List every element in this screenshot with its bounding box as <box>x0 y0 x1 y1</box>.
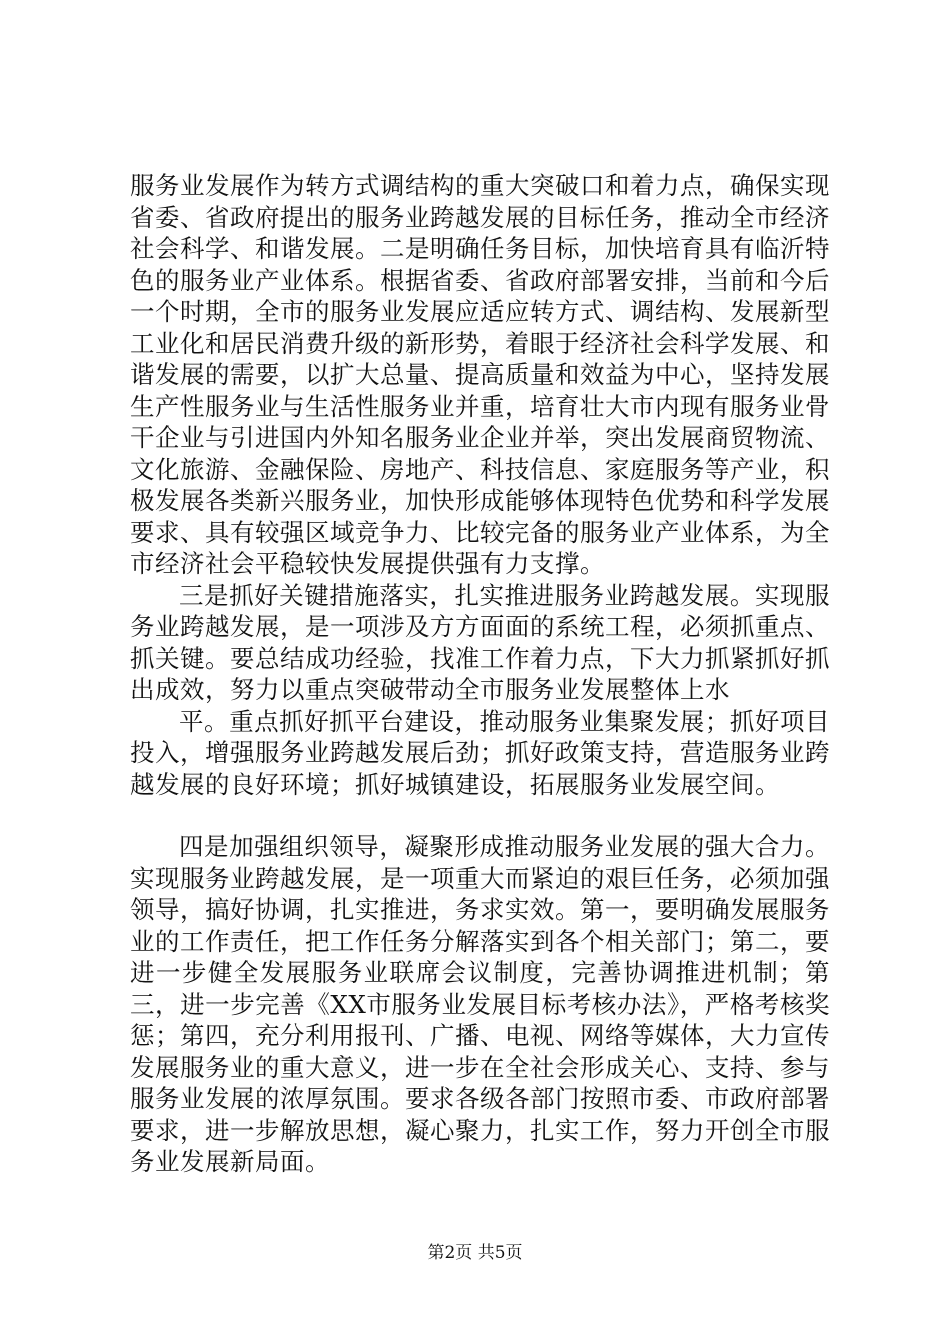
document-body <box>130 170 830 1178</box>
paragraph-point-three: 三是抓好关键措施落实，扎实推进服务业跨越发展。实现服务业跨越发展，是一项涉及方方面面的系统工程，必须抓重点、抓关键。要总结成功经验，找准工作着力点，下大力抓紧抓好抓出成效，努力以重点突破带动全市服务业发展整体上水 <box>130 580 830 704</box>
paragraph-point-four: 四是加强组织领导，凝聚形成推动服务业发展的强大合力。实现服务业跨越发展，是一项重大而紧迫的艰巨任务，必须加强领导，搞好协调，扎实推进，务求实效。第一，要明确发展服务业的工作责任，把工作任务分解落实到各个相关部门；第二，要进一步健全发展服务业联席会议制度，完善协调推进机制；第三，进一步完善《XX市服务业发展目标考核办法》，严格考核奖惩；第四，充分利用报刊、广播、电视、网络等媒体，大力宣传发展服务业的重大意义，进一步在全社会形成关心、支持、参与服务业发展的浓厚氛围。要求各级各部门按照市委、市政府部署要求，进一步解放思想，凝心聚力，扎实工作，努力开创全市服务业发展新局面。 <box>130 832 830 1176</box>
page-number-footer: 第2页 共5页 <box>427 1243 523 1263</box>
paragraph-continuation: 服务业发展作为转方式调结构的重大突破口和着力点，确保实现省委、省政府提出的服务业跨越发展的目标任务，推动全市经济社会科学、和谐发展。二是明确任务目标，加快培育具有临沂特色的服务业产业体系。根据省委、省政府部署安排，当前和今后一个时期，全市的服务业发展应适应转方式、调结构、发展新型工业化和居民消费升级的新形势，着眼于经济社会科学发展、和谐发展的需要，以扩大总量、提高质量和效益为中心，坚持发展生产性服务业与生活性服务业并重，培育壮大市内现有服务业骨干企业与引进国内外知名服务业企业并举，突出发展商贸物流、文化旅游、金融保险、房地产、科技信息、家庭服务等产业，积极发展各类新兴服务业，加快形成能够体现特色优势和科学发展要求、具有较强区域竞争力、比较完备的服务业产业体系，为全市经济社会平稳较快发展提供强有力支撑。 <box>130 171 830 578</box>
paragraph-point-three-continued: 平。重点抓好抓平台建设，推动服务业集聚发展；抓好项目投入，增强服务业跨越发展后劲；抓好政策支持，营造服务业跨越发展的良好环境；抓好城镇建设，拓展服务业发展空间。 <box>130 706 830 799</box>
